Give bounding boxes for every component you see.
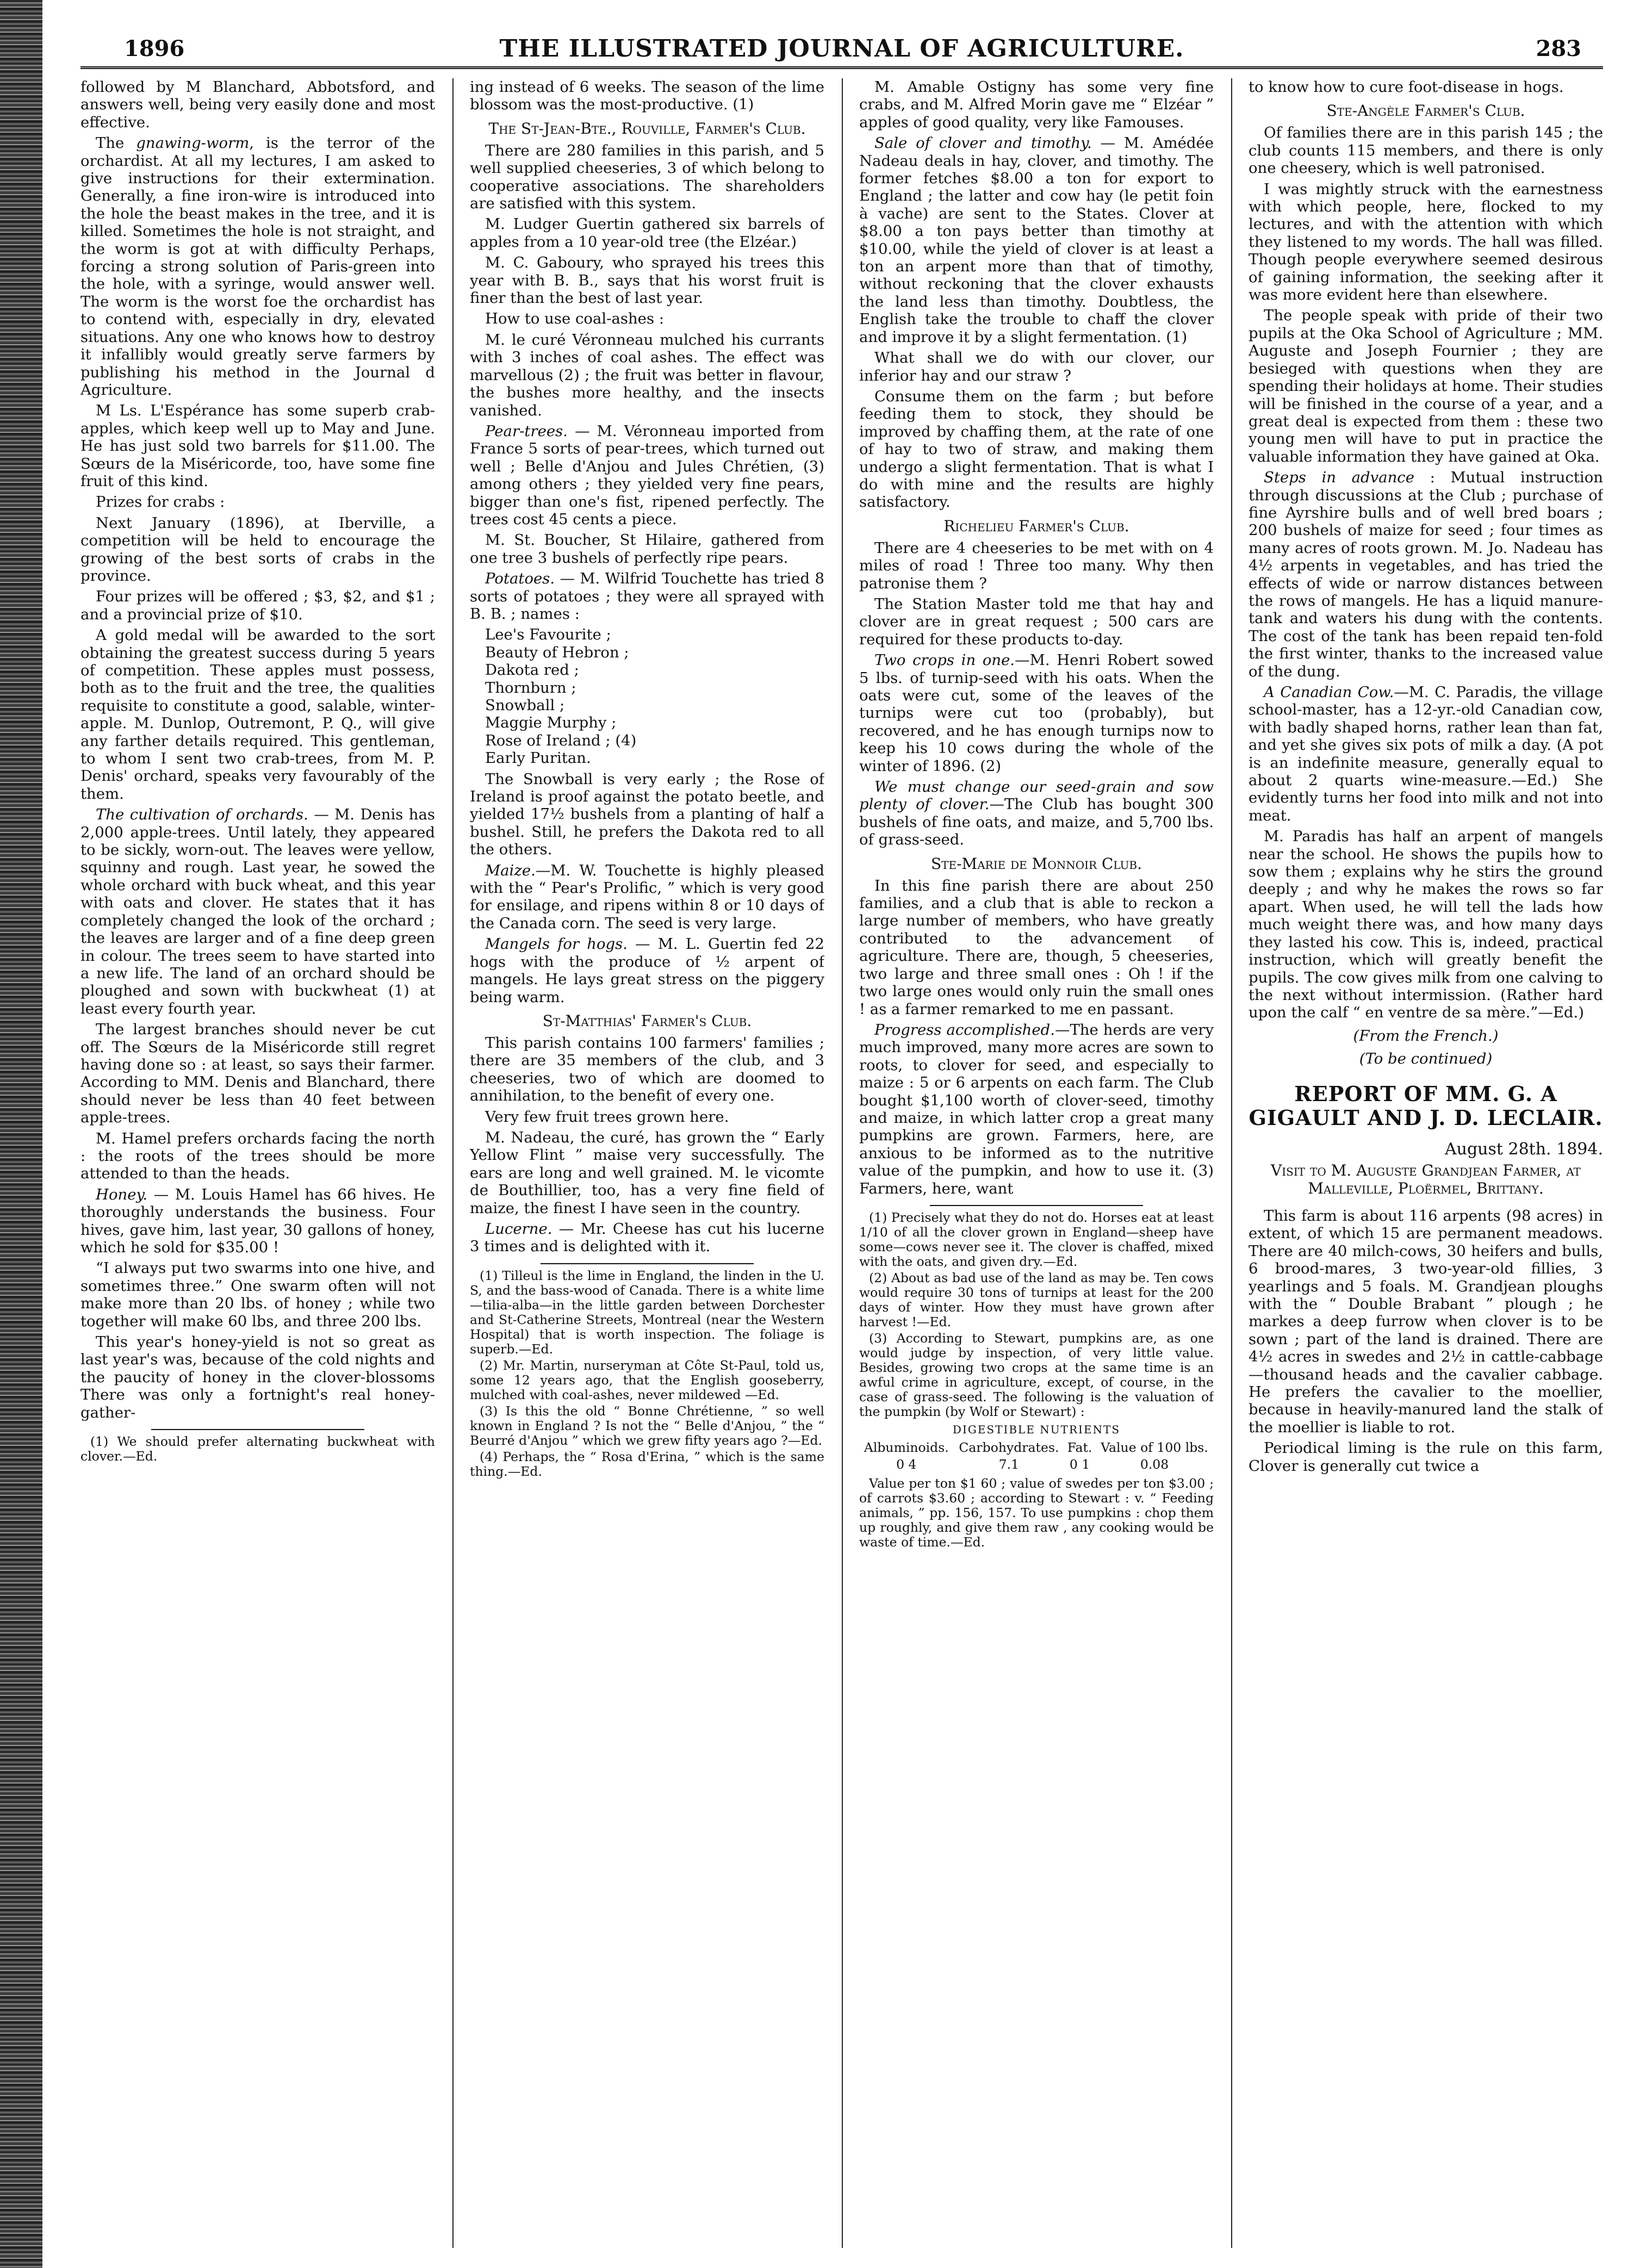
paragraph-text: — M. Louis Hamel has 66 hives. He thoroughly understands the business. Four hives, gave him, last year, 30 gallons of honey, which he sold for $35.00 ! [80, 1185, 435, 1256]
paragraph: M. St. Boucher, St Hilaire, gathered from one tree 3 bushels of perfectly ripe pears. [470, 531, 824, 567]
lead-phrase: Sale of clover and timothy. [874, 134, 1092, 152]
paragraph: M. le curé Véronneau mulched his currants with 3 inches of coal ashes. The effect was marvellous (2) ; the fruit was better in flavour, the bushes more healthy, and the insects vanished. [470, 331, 824, 419]
paragraph-text: — M. Denis has 2,000 apple-trees. Until lately, they appeared to be sickly, worn-out. The leaves were yellow, squinny and rough. Last year, he sowed the whole orchard with buck wheat, and this year with oats and clover. He states that it has completely changed the look of the orchard ; the leaves are larger and of a fine deep green in colour. The trees seem to have started into a new life. The land of an orchard should be ploughed and sown with buckwheat (1) at least every fourth year. [80, 806, 435, 1017]
list-item: Rose of Ireland ; (4) [485, 731, 637, 749]
table-header: Carbohydrates. [959, 1439, 1059, 1455]
paragraph: Periodical liming is the rule on this farm, Clover is generally cut twice a [1249, 1439, 1603, 1475]
column-rule [1231, 78, 1232, 2248]
nutrients-caption: DIGESTIBLE NUTRIENTS [952, 1422, 1121, 1436]
footnote: (3) According to Stewart, pumpkins are, as one would judge by inspection, of very little value. Besides, growing two crops at the same time is an awful crime in agriculture, except, of course, in the case of grass-seed. The following is the valuation of the pumpkin (by Wolf or Stewart) : [859, 1330, 1214, 1419]
paragraph [859, 778, 1214, 849]
paragraph-text: — M. L. Guertin fed 22 hogs with the produce of ½ arpent of mangels. He lays great stress on the piggery being warm. [470, 935, 824, 1006]
lead-phrase: Potatoes. [485, 570, 555, 588]
paragraph: The people speak with pride of their two pupils at the Oka School of Agriculture ; MM. Auguste and Joseph Fournier ; they are besieged with questions when they are spending their holidays at home. Their studies will be finished in the course of a year, and a great deal is expected from them : these two young men will have to put in practice the valuable information they have gained at Oka. [1249, 307, 1603, 465]
centered-note: (From the French.) [1353, 1027, 1499, 1045]
column-1 [80, 78, 435, 2248]
footnote: Value per ton $1 60 ; value of swedes per ton $3.00 ; of carrots $3.60 ; according to Stewart : v. “ Feeding animals, ” pp. 156, 157. To use pumpkins : chop them up roughly, and give them raw , any cooking would be waste of time.—Ed. [859, 1475, 1214, 1550]
paragraph [470, 1220, 824, 1256]
lead-phrase: gnawing-worm [136, 134, 250, 152]
running-header [80, 33, 1603, 69]
paragraph [80, 1186, 435, 1257]
centered-note: (To be continued) [1359, 1050, 1493, 1068]
footnotes [470, 1269, 824, 1479]
list-item: Snowball ; [485, 697, 565, 714]
paragraph-text: —The herds are very much improved, many more acres are sown to roots, to clover for seed, and especially to maize : 5 or 6 arpents on each farm. The Club bought $1,100 worth of clover-seed, timothy and maize, in which latter crop a great many pumpkins are grown. Farmers, here, are anxious to be informed as to the nutritive value of the pumpkin, and how to use it. (3) Farmers, here, want [859, 1021, 1214, 1197]
paragraph: ing instead of 6 weeks. The season of the lime blossom was the most-productive. (1) [470, 78, 824, 114]
paragraph: M. Paradis has half an arpent of mangels near the school. He shows the pupils how to sow them ; explains why he stirs the ground deeply ; and why he makes the rows so far apart. When used, he will tell the lads how much weight there was, and how many days they lasted his cow. This is, indeed, practical instruction, which will greatly benefit the pupils. The cow gives milk from one calving to the next without intermission. (Rather hard upon the calf “ en ventre de sa mère.”—Ed.) [1249, 828, 1603, 1022]
paragraph [80, 134, 435, 399]
paragraph: In this fine parish there are about 250 families, and a club that is able to reckon a large number of members, who have greatly contributed to the advancement of agriculture. There are, though, 5 cheeseries, two large and three small ones : Oh ! if the two large ones would only ruin the small ones ! as a farmer remarked to me en passant. [859, 877, 1214, 1018]
footnote: (4) Perhaps, the “ Rosa d'Erina, ” which is the same thing.—Ed. [470, 1449, 824, 1479]
table-header: Albuminoids. [864, 1439, 949, 1455]
list-item: Thornburn ; [485, 679, 576, 697]
column-rule [452, 78, 454, 2248]
paragraph: This year's honey-yield is not so great as last year's was, because of the cold nights and the paucity of honey in the clover-blossoms There was only a fortnight's real honey-gather- [80, 1333, 435, 1421]
paragraph [859, 651, 1214, 775]
paragraph-text: , is the terror of the orchardist. At all my lectures, I am asked to give instructions for their extermination. Generally, a fine iron-wire is introduced into the hole the beast makes in the tree, and it is killed. Sometimes the hole is not straight, and the worm is got at with difficulty Perhaps, forcing a strong solution of Paris-green into the hole, with a syringe, would answer well. The worm is the worst foe the orchardist has to contend with, especially in dry, elevated situations. Any one who knows how to destroy it infallibly would greatly serve farmers by publishing his method in the Journal d Agriculture. [80, 134, 435, 399]
footnotes [859, 1210, 1214, 1550]
journal-title: THE ILLUSTRATED JOURNAL OF AGRICULTURE. [499, 35, 1184, 63]
paragraph: to know how to cure foot-disease in hogs. [1249, 78, 1564, 96]
footnote: (1) Precisely what they do not do. Horses eat at least 1/10 of all the clover grown in England—sheep have some—cows never see it. The clover is chaffed, mixed with the oats, and given dry.—Ed. [859, 1209, 1214, 1269]
column-rule [842, 78, 843, 2248]
paragraph-text: — M. Wilfrid Touchette has tried 8 sorts of potatoes ; they were all sprayed with B. B. ; names : [470, 570, 824, 623]
report-date: August 28th. 1894. [1444, 1139, 1603, 1159]
paragraph: This parish contains 100 farmers' families ; there are 35 members of the club, and 3 cheeseries, two of which are doomed to annihilation, to the benefit of every one. [470, 1034, 824, 1105]
page-number: 283 [1536, 36, 1581, 61]
section-heading: Ste-Angèle Farmer's Club. [1326, 102, 1525, 120]
paragraph [470, 570, 824, 623]
paragraph: This farm is about 116 arpents (98 acres) in extent, of which 15 are permanent meadows. There are 40 milch-cows, 30 heifers and bulls, 6 brood-mares, 3 two-year-old fillies, 3 yearlings and 5 foals. M. Grandjean ploughs with the “ Double Brabant ” plough ; he markes a deep furrow when clover is to be sown ; part of the land is drained. There are 4½ acres in swedes and 2½ in cattle-cabbage—thousand heads and the cavalier cabbage. He prefers the cavalier to the moellier, because in heavily-manured land the stalk of the moellier is liable to rot. [1249, 1207, 1603, 1436]
footnote: (2) About as bad use of the land as may be. Ten cows would require 30 tons of turnips at least for the 200 days of winter. How they must have grown after harvest !—Ed. [859, 1270, 1214, 1329]
paragraph: How to use coal-ashes : [485, 310, 664, 328]
section-heading: St-Matthias' Farmer's Club. [542, 1011, 752, 1030]
lead-pre: The [96, 134, 136, 152]
column-3 [859, 78, 1214, 2248]
nutrients-table [859, 1439, 1214, 1473]
lead-phrase: Maize. [485, 861, 536, 879]
paragraph: M Ls. L'Espérance has some superb crab-apples, which keep well up to May and June. He has just sold two barrels for $11.00. The Sœurs de la Miséricorde, too, have some fine fruit of this kind. [80, 402, 435, 490]
paragraph [470, 862, 824, 933]
paragraph-text: —M. W. Touchette is highly pleased with the “ Pear's Prolific, ” which is very good for ensilage, and ripens within 8 or 10 days of the Canada corn. The seed is very large. [470, 861, 824, 932]
paragraph: M. Hamel prefers orchards facing the north : the roots of the trees should be more attended to than the heads. [80, 1129, 435, 1183]
paragraph: A gold medal will be awarded to the sort obtaining the greatest success during 5 years of competition. These apples must possess, both as to the fruit and the tree, the qualities requisite to constitute a good, salable, winter-apple. M. Dunlop, Outremont, P. Q., will give any farther details required. This gentleman, to whom I sent two crab-trees, from M. P. Denis' orchard, speaks very favourably of the them. [80, 626, 435, 803]
paragraph: There are 280 families in this parish, and 5 well supplied cheeseries, 3 of which belong to cooperative associations. The shareholders are satisfied with this system. [470, 141, 824, 213]
table-header-row [859, 1439, 1214, 1456]
paragraph: Four prizes will be offered ; $3, $2, and $1 ; and a provincial prize of $10. [80, 588, 435, 623]
paragraph-text: — M. Amédée Nadeau deals in hay, clover, and timothy. The former fetches $8.00 a ton for export to England ; the latter and cow hay (le petit foin à vache) are sent to the States. Clover at $8.00 a ton pays better than timothy at $10.00, while the yield of clover is at least a ton an arpent more than that of timothy, without reckoning that the clover exhausts the land less than timothy. Doubtless, the English take the trouble to chaff the clover and improve it by a slight fermentation. (1) [859, 134, 1214, 346]
paragraph: What shall we do with our clover, our inferior hay and our straw ? [859, 349, 1214, 384]
paragraph: Prizes for crabs : [96, 493, 225, 511]
lead-phrase: Lucerne. [485, 1220, 552, 1238]
lead-phrase: The cultivation of orchards. [96, 806, 308, 824]
paragraph [80, 806, 435, 1017]
footnotes [80, 1434, 435, 1464]
section-heading: Richelieu Farmer's Club. [943, 517, 1129, 535]
paragraph: “I always put two swarms into one hive, and sometimes three.” One swarm often will not make more than 20 lbs. of honey ; while two together will make 60 lbs, and three 200 lbs. [80, 1259, 435, 1330]
paragraph-text: — Mr. Cheese has cut his lucerne 3 times and is delighted with it. [470, 1220, 824, 1256]
paragraph: Very few fruit trees grown here. [485, 1108, 729, 1126]
footnote: (3) Is this the old “ Bonne Chrétienne, ” so well known in England ? Is not the “ Belle d'Anjou, ” the “ Beurré d'Anjou ” which we grew fifty years ago ?—Ed. [470, 1403, 824, 1448]
list-item: Early Puritan. [485, 749, 591, 767]
paragraph: followed by M Blanchard, Abbotsford, and answers well, being very easily done and most effective. [80, 78, 435, 131]
lead-phrase: Progress accomplished. [874, 1021, 1055, 1039]
lead-phrase: Steps in advance [1264, 469, 1414, 487]
list-item: Dakota red ; [485, 661, 579, 679]
paragraph [1249, 683, 1603, 824]
list-item: Beauty of Hebron ; [485, 643, 629, 661]
paragraph-text: — M. Véronneau imported from France 5 sorts of pear-trees, which turned out well ; Belle d'Anjou and Jules Chrétien, (3) among others ; they yielded very fine pears, bigger than one's fist, ripened perfectly. The trees cost 45 cents a piece. [470, 422, 824, 528]
paragraph-text: —M. C. Paradis, the village school-master, has a 12-yr.-old Canadian cow, with badly shaped horns, rather lean than fat, and yet she gives six pots of milk a day. (A pot is an indefinite measure, generally equal to about 2 quarts wine-measure.—Ed.) She evidently turns her food into milk and not into meat. [1249, 683, 1603, 824]
table-header: Fat. [1067, 1439, 1092, 1455]
paragraph: I was mightly struck with the earnestness with which people, here, flocked to my lectures, and with the attention with which they listened to my words. The hall was filled. Though people everywhere seemed desirous of gaining information, the seeking after it was more evident here than elsewhere. [1249, 180, 1603, 304]
lead-phrase: Pear-trees. [485, 422, 568, 440]
paragraph-text: —M. Henri Robert sowed 5 lbs. of turnip-seed with his oats. When the oats were cut, some of the leaves of the turnips were cut too (probably), but recovered, and he has enough turnips now to keep his 10 cows during the whole of the winter of 1896. (2) [859, 651, 1214, 775]
lead-phrase: Mangels for hogs. [485, 935, 628, 953]
paragraph: M. Amable Ostigny has some very fine crabs, and M. Alfred Morin gave me “ Elzéar ” apples of good quality, very like Famouses. [859, 78, 1214, 131]
footnote-rule [930, 1205, 1142, 1206]
paragraph [1249, 469, 1603, 680]
scan-edge [0, 0, 42, 2268]
paragraph [470, 935, 824, 1006]
table-cell: 0.08 [1140, 1456, 1169, 1472]
paragraph: The Station Master told me that hay and clover are in great request ; 500 cars are required for these products to-day. [859, 595, 1214, 648]
paragraph: Consume them on the farm ; but before feeding them to stock, they should be improved by chaffing them, at the rate of one of hay to two of straw, and making them undergo a slight fermentation. That is what I do with mine and the results are highly satisfactory. [859, 387, 1214, 511]
column-2 [470, 78, 824, 2248]
paragraph: Next January (1896), at Iberville, a competition will be held to encourage the growing of the best sorts of crabs in the province. [80, 514, 435, 585]
paragraph [470, 422, 824, 528]
footnote-rule [151, 1429, 364, 1430]
table-cell: 0 4 [896, 1456, 917, 1472]
visit-heading: Visit to M. Auguste Grandjean Farmer, at Malleville, Ploërmel, Brittany. [1271, 1161, 1581, 1197]
paragraph: M. C. Gaboury, who sprayed his trees this year with B. B., says that his worst fruit is finer than the best of last year. [470, 254, 824, 307]
paragraph [859, 1021, 1214, 1197]
paragraph: The largest branches should never be cut off. The Sœurs de la Miséricorde still regret having done so : at least, so says their farmer. According to MM. Denis and Blanchard, there should never be less than 40 feet between apple-trees. [80, 1021, 435, 1127]
header-year: 1896 [124, 36, 185, 61]
paragraph: There are 4 cheeseries to be met with on 4 miles of road ! Three too many. Why then patronise them ? [859, 539, 1214, 592]
paragraph-text: : Mutual instruction through discussions at the Club ; purchase of fine Ayrshire bulls and of well bred boars ; 200 bushels of maize for seed ; four times as many acres of roots grown. M. Jo. Nadeau has 4½ arpents in vegetables, and has tried the effects of wide or narrow distances between the rows of mangels. He has a liquid manure-tank and waters his dung with the contents. The cost of the tank has been repaid ten-fold the first winter, thanks to the increased value of the dung. [1249, 469, 1603, 680]
journal-page [80, 33, 1603, 2257]
report-title: REPORT OF MM. G. A GIGAULT AND J. D. LECLAIR. [1249, 1081, 1603, 1130]
paragraph-text: —The Club has bought 300 bushels of fine oats, and maize, and 5,700 lbs. of grass-seed. [859, 796, 1214, 849]
paragraph: Of families there are in this parish 145 ; the club counts 115 members, and there is only one cheesery, which is well patronised. [1249, 124, 1603, 177]
table-cell: 7.1 [998, 1456, 1020, 1472]
paragraph [859, 134, 1214, 346]
column-4 [1249, 78, 1603, 2248]
section-heading: Ste-Marie de Monnoir Club. [930, 854, 1142, 873]
table-row [859, 1456, 1214, 1473]
table-header: Value of 100 lbs. [1101, 1439, 1208, 1455]
section-heading: The St-Jean-Bte., Rouville, Farmer's Club. [488, 119, 806, 138]
lead-phrase: Two crops in one. [874, 651, 1015, 669]
paragraph: M. Nadeau, the curé, has grown the “ Early Yellow Flint ” maise very successfully. The ears are long and well grained. M. le vicomte de Bouthillier, too, has a very fine field of maize, the finest I have seen in the country. [470, 1128, 824, 1217]
table-cell: 0 1 [1069, 1456, 1090, 1472]
list-item: Lee's Favourite ; [485, 626, 611, 644]
footnote: (1) Tilleul is the lime in England, the linden in the U. S, and the bass-wood of Canada. There is a white lime—tilia-alba—in the little garden between Dorchester and St-Catherine Streets, Montreal (near the Western Hospital) that is worth inspection. The foliage is superb.—Ed. [470, 1267, 824, 1357]
lead-phrase: Honey. [96, 1185, 148, 1203]
footnote: (2) Mr. Martin, nurseryman at Côte St-Paul, told us, some 12 years ago, that the English gooseberry, mulched with coal-ashes, never mildewed —Ed. [470, 1357, 824, 1402]
list-item: Maggie Murphy ; [485, 714, 617, 732]
variety-list [470, 626, 824, 767]
footnote: (1) We should prefer alternating buckwheat with clover.—Ed. [80, 1434, 435, 1464]
lead-phrase: We must change our seed-grain and sow plenty of clover. [859, 778, 1214, 813]
paragraph: M. Ludger Guertin gathered six barrels of apples from a 10 year-old tree (the Elzéar.) [470, 215, 824, 251]
paragraph: The Snowball is very early ; the Rose of Ireland is proof against the potato beetle, and yielded 17½ bushels from a planting of half a bushel. Still, he prefers the Dakota red to all the others. [470, 770, 824, 859]
footnote-rule [541, 1263, 753, 1264]
lead-phrase: A Canadian Cow. [1264, 683, 1394, 701]
